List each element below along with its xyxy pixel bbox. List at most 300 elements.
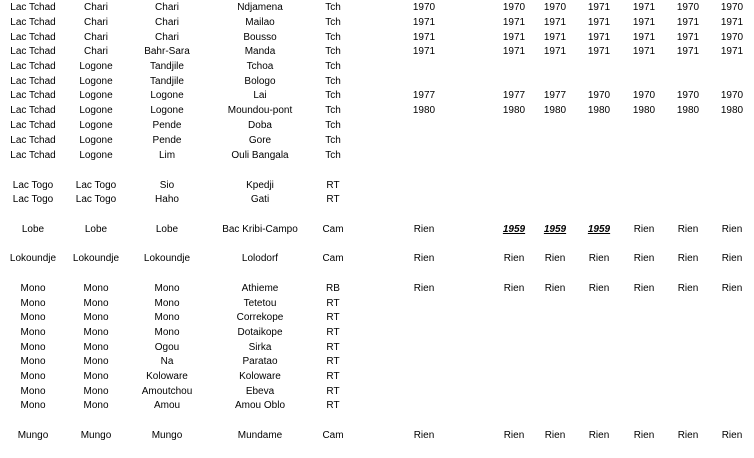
table-cell: Mono (83, 386, 109, 397)
table-cell: 1970 (720, 32, 744, 43)
table-cell: Rien (503, 253, 525, 264)
table-cell: Moundou-pont (227, 105, 293, 116)
table-cell: Logone (150, 105, 184, 116)
table-cell: 1971 (587, 46, 611, 57)
table-cell: Bologo (244, 76, 276, 87)
table-cell: Lac Tchad (10, 135, 56, 146)
table-cell: Mono (20, 371, 46, 382)
table-cell: 1970 (632, 90, 656, 101)
table-cell (710, 310, 754, 325)
table-cell: Ndjamena (237, 2, 283, 13)
table-cell: Rien (588, 283, 610, 294)
table-cell: Lac Tchad (10, 150, 56, 161)
table-cell: Lac Togo (12, 180, 54, 191)
table-cell (492, 340, 536, 355)
table-cell: Chari (84, 17, 108, 28)
table-cell (398, 148, 450, 163)
table-cell: Lokoundje (9, 253, 57, 264)
table-cell: Cam (322, 253, 344, 264)
table-cell (666, 398, 710, 413)
table-cell: Mono (83, 283, 109, 294)
table-cell: RT (326, 356, 340, 367)
table-cell (398, 74, 450, 89)
table-cell (398, 192, 450, 207)
table-cell (622, 384, 666, 399)
table-cell: Tch (325, 32, 341, 43)
table-cell: Lac Togo (12, 194, 54, 205)
table-cell (578, 118, 620, 133)
table-cell: Tch (325, 90, 341, 101)
table-cell: RT (326, 327, 340, 338)
table-cell (398, 398, 450, 413)
table-cell: 1959 (587, 224, 611, 235)
table-cell (534, 133, 576, 148)
table-row (0, 118, 754, 133)
table-cell: Rien (544, 430, 566, 441)
table-cell (492, 148, 536, 163)
table-cell: Mono (83, 342, 109, 353)
table-cell (710, 74, 754, 89)
table-cell: RB (326, 283, 340, 294)
table-cell: Rien (633, 224, 655, 235)
table-cell: Gati (250, 194, 270, 205)
table-cell: 1970 (543, 2, 567, 13)
table-cell: Tetetou (243, 298, 277, 309)
table-cell (666, 74, 710, 89)
table-cell: Tch (325, 17, 341, 28)
table-row (0, 74, 754, 89)
table-cell: 1971 (632, 2, 656, 13)
table-cell (666, 340, 710, 355)
table-row (0, 15, 754, 30)
table-cell: Lolodorf (241, 253, 279, 264)
table-cell (534, 369, 576, 384)
table-cell: Gore (248, 135, 272, 146)
table-row (0, 30, 754, 45)
table-cell: Rien (413, 283, 435, 294)
table-cell: Rien (721, 253, 743, 264)
table-cell: Chari (84, 2, 108, 13)
table-cell (492, 369, 536, 384)
table-cell: 1971 (720, 17, 744, 28)
table-cell: 1971 (587, 32, 611, 43)
table-cell: RT (326, 386, 340, 397)
table-row (0, 369, 754, 384)
table-cell: Mundame (237, 430, 283, 441)
table-cell (578, 325, 620, 340)
table-cell: Lac Tchad (10, 120, 56, 131)
table-cell: Rien (544, 283, 566, 294)
table-cell (398, 296, 450, 311)
table-cell: Mono (83, 298, 109, 309)
table-cell: 1971 (502, 46, 526, 57)
table-row (0, 325, 754, 340)
table-cell: 1977 (412, 90, 436, 101)
table-cell: Amou (153, 400, 181, 411)
table-row (0, 192, 754, 207)
table-row (0, 133, 754, 148)
table-cell: Mungo (80, 430, 112, 441)
table-cell (710, 148, 754, 163)
table-cell: Lac Tchad (10, 76, 56, 87)
table-cell: 1970 (502, 2, 526, 13)
table-cell: Rien (544, 253, 566, 264)
table-cell: Logone (79, 76, 113, 87)
table-cell (666, 59, 710, 74)
table-cell (622, 118, 666, 133)
table-cell (622, 340, 666, 355)
table-cell (622, 59, 666, 74)
table-cell: Lokoundje (143, 253, 191, 264)
table-cell: 1970 (587, 90, 611, 101)
table-cell (666, 310, 710, 325)
table-cell (710, 178, 754, 193)
table-cell: Mono (154, 283, 180, 294)
table-cell: Tandjile (150, 76, 184, 87)
table-cell: Tch (325, 61, 341, 72)
table-cell: Mungo (151, 430, 183, 441)
table-cell: Rien (677, 430, 699, 441)
table-cell: RT (326, 180, 340, 191)
table-row (0, 103, 754, 118)
table-cell: Rien (633, 430, 655, 441)
table-cell: Mono (20, 356, 46, 367)
table-cell: Lac Tchad (10, 32, 56, 43)
table-cell (622, 178, 666, 193)
table-cell: Tch (325, 76, 341, 87)
table-cell (578, 192, 620, 207)
table-cell: Tch (325, 46, 341, 57)
table-cell: 1971 (502, 32, 526, 43)
table-cell: Lobe (21, 224, 45, 235)
table-cell: Lokoundje (72, 253, 120, 264)
table-cell (622, 74, 666, 89)
table-cell: Chari (84, 46, 108, 57)
table-cell (398, 384, 450, 399)
table-cell (578, 133, 620, 148)
table-cell: Mono (20, 298, 46, 309)
table-cell (492, 133, 536, 148)
table-cell: 1980 (502, 105, 526, 116)
table-cell (492, 384, 536, 399)
table-cell: 1971 (676, 17, 700, 28)
table-cell (534, 74, 576, 89)
table-cell (534, 354, 576, 369)
table-cell (534, 296, 576, 311)
table-cell: 1971 (543, 32, 567, 43)
table-cell: Amou Oblo (234, 400, 286, 411)
table-cell: Mono (20, 327, 46, 338)
table-cell: 1970 (676, 90, 700, 101)
table-cell (666, 178, 710, 193)
table-cell (534, 325, 576, 340)
table-row (0, 178, 754, 193)
table-cell: 1980 (412, 105, 436, 116)
table-cell: Mono (83, 327, 109, 338)
table-cell (492, 59, 536, 74)
table-cell: Rien (413, 224, 435, 235)
table-row (0, 59, 754, 74)
table-cell: Mailao (245, 17, 275, 28)
table-cell: RT (326, 371, 340, 382)
table-cell (622, 192, 666, 207)
table-row (0, 310, 754, 325)
table-cell (666, 296, 710, 311)
table-cell: Rien (721, 430, 743, 441)
table-cell: 1970 (720, 90, 744, 101)
table-cell: Manda (244, 46, 276, 57)
table-row (0, 88, 754, 103)
table-cell (398, 310, 450, 325)
table-cell: Pende (152, 135, 182, 146)
table-cell: Lobe (155, 224, 179, 235)
table-cell: Logone (79, 120, 113, 131)
table-cell: Chari (155, 2, 179, 13)
table-cell (666, 192, 710, 207)
table-cell: Lai (253, 90, 267, 101)
table-row (0, 428, 754, 443)
table-cell: 1980 (632, 105, 656, 116)
table-cell: 1971 (676, 46, 700, 57)
table-cell (710, 340, 754, 355)
table-cell: Rien (588, 430, 610, 441)
table-row (0, 251, 754, 266)
table-cell (578, 148, 620, 163)
table-cell: Rien (677, 224, 699, 235)
table-cell: 1971 (412, 17, 436, 28)
table-cell: RT (326, 194, 340, 205)
table-cell (622, 148, 666, 163)
table-cell: Tch (325, 2, 341, 13)
table-cell: Tch (325, 120, 341, 131)
table-cell: Rien (633, 283, 655, 294)
table-cell (492, 354, 536, 369)
table-cell (578, 340, 620, 355)
table-cell (622, 310, 666, 325)
table-cell: Athieme (241, 283, 279, 294)
table-cell: Rien (677, 283, 699, 294)
table-cell: Lac Tchad (10, 61, 56, 72)
table-cell (492, 118, 536, 133)
table-cell (578, 384, 620, 399)
table-cell (710, 354, 754, 369)
table-cell: Logone (79, 150, 113, 161)
table-cell: Rien (413, 430, 435, 441)
table-cell: Rien (721, 283, 743, 294)
table-cell: Rien (677, 253, 699, 264)
table-row (0, 354, 754, 369)
table-cell: 1971 (543, 46, 567, 57)
table-cell (622, 398, 666, 413)
table-cell: 1970 (676, 2, 700, 13)
table-cell: Mono (20, 342, 46, 353)
table-cell: 1971 (543, 17, 567, 28)
table-cell: RT (326, 400, 340, 411)
table-row (0, 0, 754, 15)
table-cell (666, 325, 710, 340)
table-cell (710, 384, 754, 399)
table-cell (710, 59, 754, 74)
table-cell: 1971 (587, 2, 611, 13)
table-cell: Cam (322, 430, 344, 441)
table-cell: Lac Togo (75, 194, 117, 205)
table-cell (622, 296, 666, 311)
table-cell (398, 59, 450, 74)
table-cell (534, 192, 576, 207)
table-cell (534, 118, 576, 133)
table-cell: 1971 (632, 46, 656, 57)
table-cell (534, 398, 576, 413)
table-cell: Rien (503, 283, 525, 294)
table-cell: Lac Tchad (10, 17, 56, 28)
table-cell: Mono (83, 356, 109, 367)
table-cell: Logone (79, 61, 113, 72)
table-cell: Mono (154, 312, 180, 323)
table-cell: Na (160, 356, 174, 367)
table-cell: Mono (20, 400, 46, 411)
table-cell: Sio (159, 180, 175, 191)
table-cell (666, 354, 710, 369)
table-cell (534, 178, 576, 193)
table-cell: 1971 (676, 32, 700, 43)
table-cell: 1977 (543, 90, 567, 101)
table-cell: Logone (150, 90, 184, 101)
table-cell: Kpedji (246, 180, 274, 191)
table-cell: Chari (155, 32, 179, 43)
table-cell (710, 325, 754, 340)
table-cell: RT (326, 312, 340, 323)
table-cell: Mono (154, 298, 180, 309)
table-cell: Logone (79, 105, 113, 116)
table-cell: RT (326, 298, 340, 309)
table-cell: Lim (158, 150, 176, 161)
table-cell: Lac Tchad (10, 46, 56, 57)
table-cell (710, 369, 754, 384)
table-cell: Chari (84, 32, 108, 43)
table-cell: Tch (325, 150, 341, 161)
table-cell (398, 354, 450, 369)
table-cell (710, 118, 754, 133)
table-row (0, 340, 754, 355)
table-cell (710, 398, 754, 413)
table-cell (710, 133, 754, 148)
table-cell: Dotaikope (237, 327, 283, 338)
table-cell (578, 354, 620, 369)
table-cell: 1977 (502, 90, 526, 101)
table-cell: 1971 (720, 46, 744, 57)
table-row (0, 384, 754, 399)
table-cell (534, 148, 576, 163)
table-cell: 1980 (676, 105, 700, 116)
table-cell: Mono (20, 283, 46, 294)
table-cell (534, 59, 576, 74)
table-cell: Lobe (84, 224, 108, 235)
table-cell: Tandjile (150, 61, 184, 72)
table-cell: Rien (633, 253, 655, 264)
table-cell (710, 296, 754, 311)
table-cell (492, 325, 536, 340)
table-cell: 1959 (543, 224, 567, 235)
table-cell: Ebeva (245, 386, 275, 397)
table-cell (534, 340, 576, 355)
table-cell: Mono (83, 312, 109, 323)
table-cell: Lac Tchad (10, 105, 56, 116)
table-cell (622, 133, 666, 148)
table-cell (622, 325, 666, 340)
table-cell: 1971 (632, 17, 656, 28)
table-cell: Koloware (239, 371, 281, 382)
table-cell: 1959 (502, 224, 526, 235)
table-cell (666, 369, 710, 384)
table-cell (398, 369, 450, 384)
table-cell: Doba (248, 120, 272, 131)
table-cell: 1970 (412, 2, 436, 13)
table-cell: Bousso (243, 32, 277, 43)
table-cell (578, 178, 620, 193)
table-cell (666, 118, 710, 133)
table-cell: Amoutchou (141, 386, 193, 397)
table-cell: Chari (155, 17, 179, 28)
table-cell: RT (326, 342, 340, 353)
table-cell: Cam (322, 224, 344, 235)
table-cell: 1971 (412, 46, 436, 57)
table-cell (666, 133, 710, 148)
table-cell: Mono (20, 312, 46, 323)
table-cell: Pende (152, 120, 182, 131)
table-cell (492, 310, 536, 325)
table-cell (578, 296, 620, 311)
table-cell: 1980 (587, 105, 611, 116)
table-cell (492, 296, 536, 311)
table-cell: Logone (79, 135, 113, 146)
table-cell: Rien (721, 224, 743, 235)
table-cell: Correkope (236, 312, 284, 323)
table-cell (398, 178, 450, 193)
table-cell (622, 354, 666, 369)
table-row (0, 398, 754, 413)
table-cell: Mono (154, 327, 180, 338)
table-cell: Ogou (154, 342, 180, 353)
table-cell (622, 369, 666, 384)
table-cell (710, 192, 754, 207)
table-row (0, 148, 754, 163)
table-cell: 1971 (502, 17, 526, 28)
table-cell (398, 325, 450, 340)
table-cell: Rien (503, 430, 525, 441)
table-cell: Tch (325, 135, 341, 146)
table-cell: Rien (413, 253, 435, 264)
table-cell: 1971 (412, 32, 436, 43)
table-cell: Koloware (146, 371, 188, 382)
table-cell (666, 148, 710, 163)
table-cell: Mono (83, 400, 109, 411)
table-cell: 1971 (632, 32, 656, 43)
table-cell: Mungo (17, 430, 49, 441)
table-cell: Logone (79, 90, 113, 101)
table-cell (578, 398, 620, 413)
table-cell: 1980 (543, 105, 567, 116)
table-cell (534, 310, 576, 325)
table-row (0, 44, 754, 59)
table-cell (666, 384, 710, 399)
table-row (0, 222, 754, 237)
table-row (0, 281, 754, 296)
table-cell (492, 178, 536, 193)
table-cell: Mono (20, 386, 46, 397)
table-cell: 1971 (587, 17, 611, 28)
table-cell: 1980 (720, 105, 744, 116)
table-cell: Ouli Bangala (231, 150, 289, 161)
